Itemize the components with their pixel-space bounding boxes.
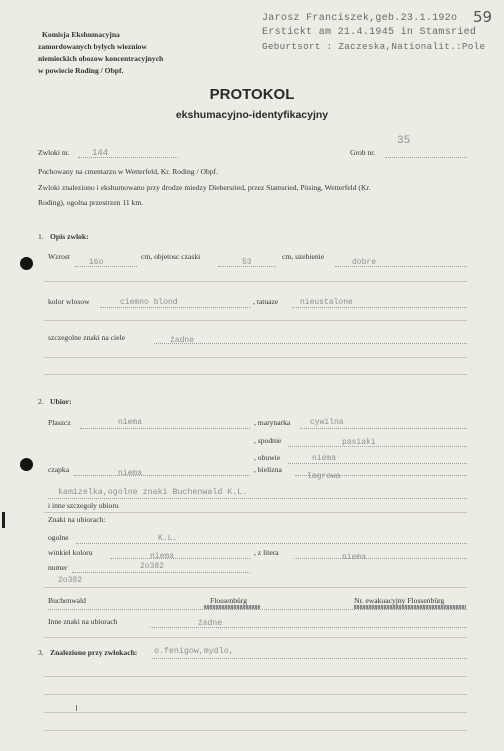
- spodnie-label: , spodnie: [254, 436, 282, 445]
- wzrost-label: Wzrost: [48, 252, 70, 261]
- buchenwald-label: Buchenwald: [48, 596, 86, 605]
- czaszka-label: cm, objetosc czaski: [141, 252, 201, 261]
- grob-value: 35: [397, 135, 411, 147]
- found-text-1: Zwloki znaleziono i ekshumowano przy drodze miedzy Diebersried, przez Stamsried, Pösing, Wetterfeld (Kr.: [38, 183, 371, 192]
- grob-label: Grob nr.: [350, 148, 376, 157]
- zwloki-value: 144: [92, 148, 109, 158]
- marynarka-label: , marynarka: [254, 418, 291, 427]
- section3-value: o.fenigow,mydlo,: [154, 647, 234, 656]
- znaki-ubior-label: Znaki na ubiorach:: [48, 515, 106, 524]
- uzebienie-label: cm, uzebienie: [282, 252, 325, 261]
- org-line-4: w powiecie Roding / Obpf.: [38, 66, 124, 75]
- wzrost-value: 16o: [89, 258, 104, 267]
- zwloki-label: Zwloki nr.: [38, 148, 70, 157]
- section2-number: 2.: [38, 397, 44, 406]
- numer-value-1: 2o382: [140, 562, 165, 571]
- ewak-label: Nr. ewakuacyjny Flossenbürg: [354, 596, 445, 605]
- znaki-label: szczegolne znaki na ciele: [48, 333, 125, 342]
- plaszcz-label: Plaszcz: [48, 418, 71, 427]
- inne-label: i inne szczegoly ubioru: [48, 501, 119, 510]
- flossenburg-label: Flossenbürg: [210, 596, 247, 605]
- binding-mark: [2, 512, 5, 528]
- bottom-mark: [76, 705, 77, 711]
- winkiel-value: niema: [150, 552, 175, 561]
- inne-znaki-label: Inne znaki na ubiorach: [48, 617, 118, 626]
- section1-heading: Opis zwlok:: [50, 232, 89, 241]
- obuwie-label: , obuwie: [254, 453, 281, 462]
- buried-text: Pochowany na cmentarzu w Wetterfeld, Kr. Roding / Obpf.: [38, 167, 218, 176]
- punch-hole-top: [20, 257, 33, 270]
- document-title: PROTOKOL: [209, 86, 295, 103]
- org-line-1: Komisja Ekshumacyjna: [42, 30, 120, 39]
- punch-hole-bottom: [20, 458, 33, 471]
- numer-label: numer: [48, 563, 68, 572]
- section2-heading: Ubior:: [50, 397, 72, 406]
- section3-heading: Znaleziono przy zwlokach:: [50, 648, 138, 657]
- typed-note-line-1: Jarosz Franciszek,geb.23.1.192o: [262, 13, 458, 24]
- uzebienie-value: dobre: [352, 258, 377, 267]
- section3-number: 3.: [38, 648, 44, 657]
- marynarka-value: cywilna: [310, 418, 344, 427]
- found-text-2: Roding), ogolna przestrzen 11 km.: [38, 198, 144, 207]
- bielizna-value: lagrowa: [307, 472, 341, 481]
- znaki-value: żadne: [170, 336, 195, 345]
- org-line-3: niemieckich obozow koncentracyjnych: [38, 54, 164, 63]
- czapka-value: niema: [118, 469, 143, 478]
- obuwie-value: niema: [312, 454, 337, 463]
- inne-znaki-value: żadne: [198, 619, 223, 628]
- spodnie-value: pasiaki: [342, 438, 376, 447]
- document-subtitle: ekshumacyjno-identyfikacyjny: [175, 109, 329, 121]
- bielizna-label: , bielizna: [254, 465, 282, 474]
- ogolne-label: ogolne: [48, 533, 69, 542]
- winkiel-label: winkiel koloru: [48, 548, 93, 557]
- page-number: 59: [473, 8, 493, 26]
- plaszcz-value: niema: [118, 418, 143, 427]
- kamizelka-value: kamizelka,ogolne znaki Buchenwald K.L.: [58, 488, 248, 497]
- wlosy-label: kolor wlosow: [48, 297, 90, 306]
- wlosy-value: ciemno blond: [120, 298, 178, 307]
- section1-number: 1.: [38, 232, 44, 241]
- tatuaze-label: , tatuaze: [253, 297, 279, 306]
- tatuaze-value: nieustalone: [300, 298, 353, 307]
- typed-note-line-2: Erstickt am 21.4.1945 in Stamsried: [262, 27, 477, 38]
- czapka-label: czapka: [48, 465, 70, 474]
- litera-label: , z litera: [254, 548, 279, 557]
- czaszka-value: 53: [242, 258, 252, 267]
- org-line-2: zamordowanych bylych wiezniow: [38, 42, 147, 51]
- typed-note-line-3: Geburtsort : Zaczeska,Nationalit.:Pole: [262, 41, 486, 52]
- numer-value-2: 2o382: [58, 576, 83, 585]
- ogolne-value: K.L.: [158, 534, 178, 543]
- litera-value: niema: [342, 553, 367, 562]
